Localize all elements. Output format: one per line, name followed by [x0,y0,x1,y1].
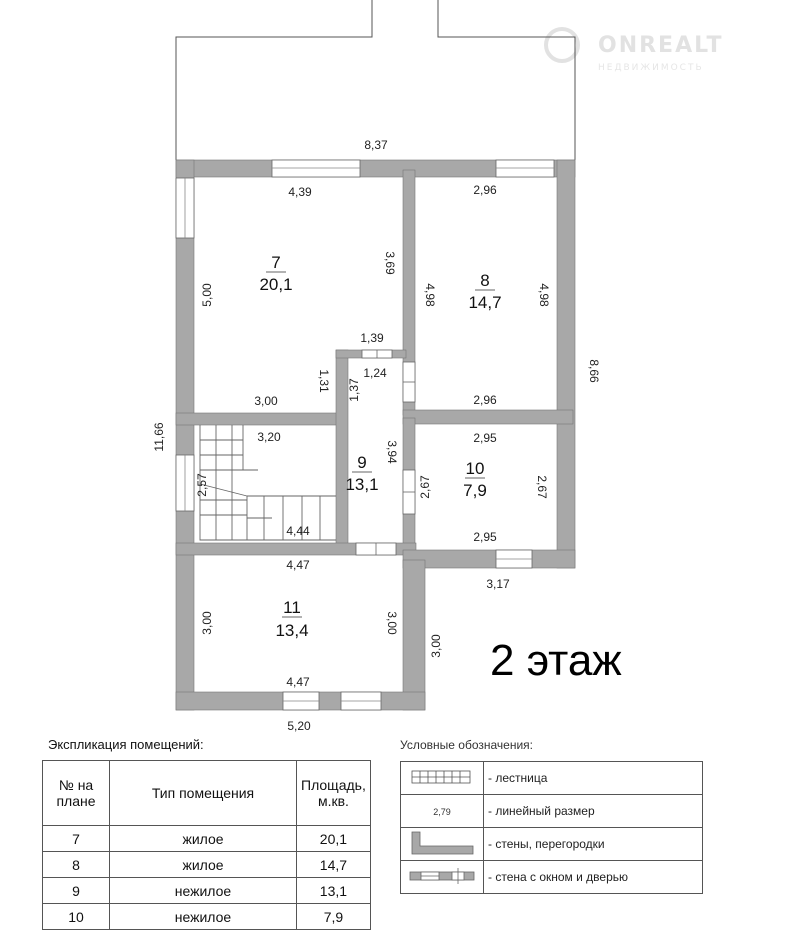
cell-area: 7,9 [297,904,371,930]
table-row [43,904,371,930]
room-area: 20,1 [259,275,293,294]
legend-table [400,761,703,894]
room-area: 13,4 [275,621,309,640]
dim-label: 1,37 [347,378,361,402]
room-area: 13,1 [345,475,379,494]
dim-label: 2,96 [473,183,497,197]
dim-label: 5,00 [200,283,214,307]
col-header-type: Тип помещения [110,761,297,826]
cell-type: жилое [110,852,297,878]
dim-label: 2,57 [195,473,209,497]
explication-table [42,760,371,930]
dim-label: 1,24 [363,366,387,380]
dim-label: 3,00 [429,634,443,658]
floor-label: 2 этаж [490,636,622,685]
wall-window-door-icon [407,865,477,887]
cell-type: нежилое [110,904,297,930]
legend-label: - стена с окном и дверью [484,861,703,894]
room-area: 7,9 [463,481,487,500]
dim-label: 8,66 [587,359,601,383]
dim-label: 1,39 [360,331,384,345]
watermark-sub: НЕДВИЖИМОСТЬ [598,63,704,73]
dim-label: 2,67 [418,475,432,499]
window-icon [496,160,554,177]
legend-label: - лестница [484,762,703,795]
windows [176,160,554,710]
legend-row [401,828,703,861]
window-icon [272,160,360,177]
dim-label: 2,67 [535,475,549,499]
cell-area: 14,7 [297,852,371,878]
explication-title: Экспликация помещений: [48,737,204,752]
watermark-logo-icon [546,29,578,61]
legend-sample-dim: 2,79 [433,807,451,817]
terrace-outline-right [438,0,575,160]
dim-label: 3,00 [200,611,214,635]
cell-num: 9 [43,878,110,904]
room-area: 14,7 [468,293,502,312]
legend-symbol [401,861,484,894]
legend-label: - линейный размер [484,795,703,828]
watermark-brand: ONREALT [598,33,724,58]
walls [176,160,575,710]
dim-label: 4,47 [286,558,310,572]
room-number: 8 [480,271,490,290]
col-header-num: № на плане [43,761,110,826]
room-9 [345,453,378,494]
wall-symbol-icon [407,830,477,856]
cell-num: 7 [43,826,110,852]
cell-type: жилое [110,826,297,852]
legend-symbol [401,762,484,795]
cell-area: 13,1 [297,878,371,904]
dim-label: 3,20 [257,430,281,444]
dim-label: 3,94 [385,440,399,464]
dim-label: 2,95 [473,431,497,445]
legend-title: Условные обозначения: [400,738,533,752]
legend-symbol [401,828,484,861]
terrace-outline [176,0,372,160]
dim-label: 2,96 [473,393,497,407]
room-10 [463,459,487,500]
watermark [546,29,724,73]
dim-label: 4,44 [286,524,310,538]
dim-label: 1,31 [317,369,331,393]
cell-num: 10 [43,904,110,930]
room-number: 11 [283,598,301,617]
room-11 [275,598,308,640]
table-row [43,826,371,852]
col-header-area: Площадь, м.кв. [297,761,371,826]
room-8 [468,271,501,312]
legend-row [401,762,703,795]
room-number: 9 [357,453,367,472]
dim-label: 8,37 [364,138,388,152]
cell-type: нежилое [110,878,297,904]
table-row [43,852,371,878]
legend-row [401,861,703,894]
dim-label: 3,69 [383,251,397,275]
cell-num: 8 [43,852,110,878]
dim-label: 2,95 [473,530,497,544]
legend-row [401,795,703,828]
table-header-row [43,761,371,826]
dim-label: 11,66 [152,422,166,452]
dim-label: 4,47 [286,675,310,689]
legend-label: - стены, перегородки [484,828,703,861]
room-number: 10 [465,459,485,478]
dim-label: 3,17 [486,577,510,591]
stair-symbol-icon [411,768,473,786]
dim-label: 4,98 [423,283,437,307]
room-7 [259,253,292,294]
dim-label: 3,00 [385,611,399,635]
room-number: 7 [271,253,281,272]
table-row [43,878,371,904]
dim-label: 4,39 [288,185,312,199]
dim-label: 4,98 [537,283,551,307]
dim-label: 5,20 [287,719,311,733]
dim-label: 3,00 [254,394,278,408]
cell-area: 20,1 [297,826,371,852]
legend-symbol [401,795,484,828]
